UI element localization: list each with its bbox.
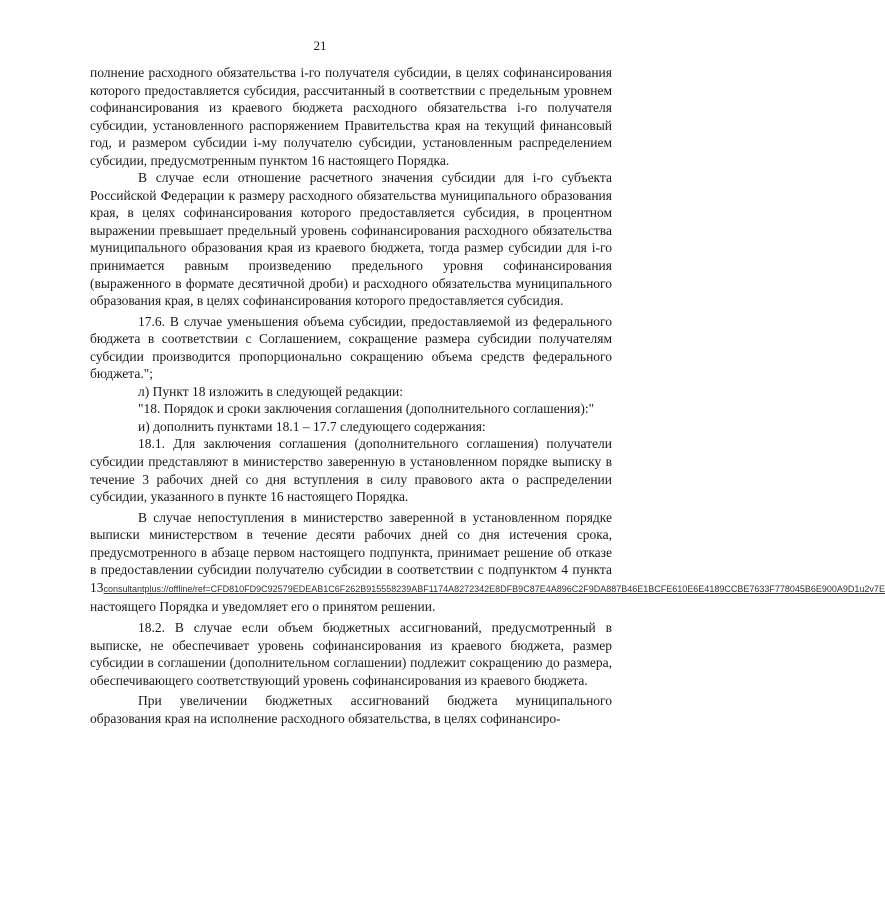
refusal-text-before: В случае непоступления в министерство заверенной в установленном порядке выписки министерством в течение десяти рабочих дней со дня истечения срока, предусмотренного в абзаце первом настоящего подпункта, принимает решение об отказе в предоставлении субсидии получателю субсидии в соответствии с подпунктом 4 пункта 13	[90, 509, 612, 595]
paragraph-17-6: 17.6. В случае уменьшения объема субсидии, предоставляемой из федерального бюджета в соответствии с Соглашением, сокращение размера субсидии получателям субсидии производится пропорционально сокращению объема средств федерального бюджета.";	[90, 313, 612, 382]
document-body	[90, 64, 885, 727]
paragraph-ratio-case: В случае если отношение расчетного значения субсидии для i-го субъекта Российской Федерации к размеру расходного обязательства муниципального образования края, в целях софинансирования которого предоставляется субсидия, в процентном выражении превышает предельный уровень софинансирования расходного обязательства муниципального образования края из краевого бюджета, тогда размер субсидии для i-го принимается равным произведению предельного уровня софинансирования (выраженного в формате десятичной дроби) и расходного обязательства муниципального образования края, в целях софинансирования которого предоставляется субсидия.	[90, 170, 612, 309]
paragraph-18-2: 18.2. В случае если объем бюджетных ассигнований, предусмотренный в выписке, не обеспечивает уровень софинансирования из краевого бюджета, размер субсидии в соглашении (дополнительном соглашении) подлежит сокращению до размера, обеспечивающего соответствующий уровень софинансирования из краевого бюджета.	[90, 619, 612, 688]
consultant-link[interactable]: consultantplus://offline/ref=CFD810FD9C92579EDEAB1C6F262B915558239ABF1174A8272342E8DFB9C87E4A896C2F9DA887B46E1BCFE610E6E4189CCBE7633F778045B6E900A9D1u2v7E	[103, 583, 885, 594]
refusal-text-after: настоящего Порядка и уведомляет его о принятом решении.	[90, 599, 436, 615]
paragraph-refusal	[90, 509, 885, 616]
paragraph-item-l: л) Пункт 18 изложить в следующей редакции:	[138, 383, 403, 399]
paragraph-18-1: 18.1. Для заключения соглашения (дополнительного соглашения) получатели субсидии представляют в министерство заверенную в установленном порядке выписку в течение 3 рабочих дней со дня вступления в силу правового акта о распределении субсидии, указанного в пункте 16 настоящего Порядка.	[90, 436, 612, 505]
paragraph-continuation: полнение расходного обязательства i-го получателя субсидии, в целях софинансирования которого предоставляется субсидия, рассчитанный в соответствии с предельным уровнем софинансирования из краевого бюджета расходного обязательства i-го получателя субсидии, установленного распоряжением Правительства края на текущий финансовый год, и размером субсидии i-му получателю субсидии, установленным распределением субсидии, предусмотренным пунктом 16 настоящего Порядка.	[90, 65, 612, 168]
paragraph-18-title: "18. Порядок и сроки заключения соглашения (дополнительного соглашения):"	[138, 401, 595, 417]
page-number: 21	[313, 38, 327, 53]
paragraph-item-i: и) дополнить пунктами 18.1 – 17.7 следующего содержания:	[138, 418, 486, 434]
paragraph-budget-increase: При увеличении бюджетных ассигнований бюджета муниципального образования края на исполнение расходного обязательства, в целях софинансиро-	[90, 693, 612, 726]
